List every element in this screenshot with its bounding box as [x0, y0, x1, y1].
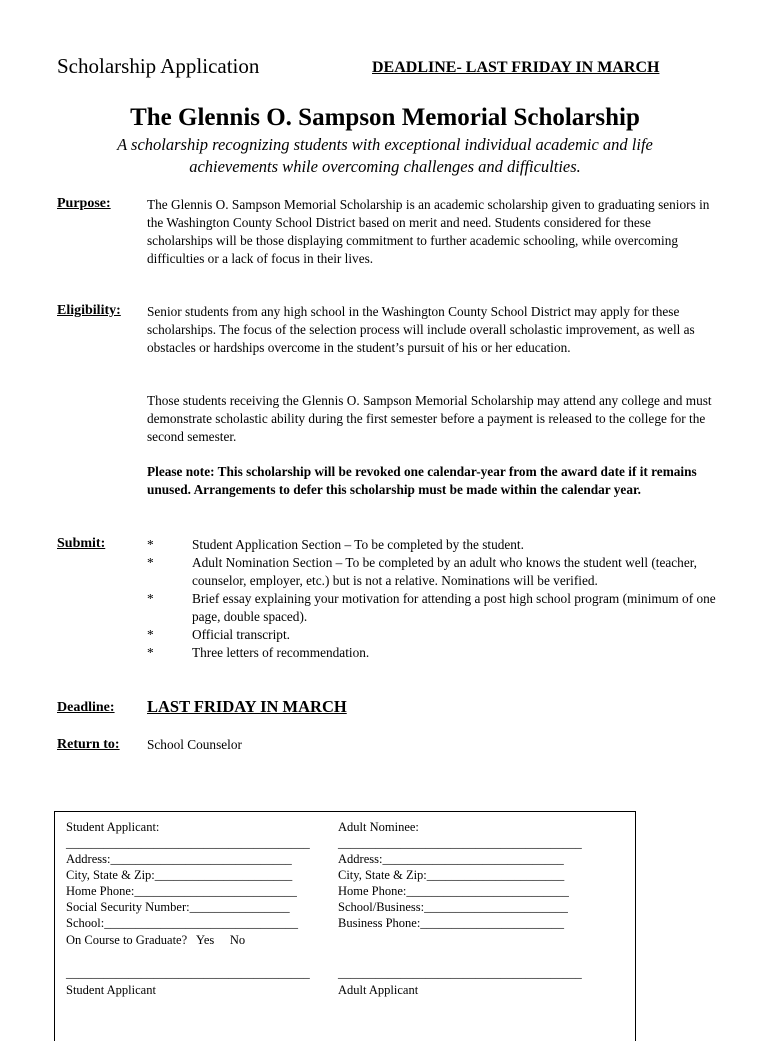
bullet: *: [147, 627, 154, 642]
adult-name-field[interactable]: _______________________________________: [338, 836, 582, 850]
form-type-heading: Scholarship Application: [57, 54, 260, 78]
adult-signature-line[interactable]: _______________________________________: [338, 966, 582, 980]
list-item: [147, 626, 717, 644]
list-item: [147, 590, 717, 626]
student-name-field[interactable]: _______________________________________: [66, 836, 310, 850]
list-item: [147, 644, 717, 662]
adult-school-business-field[interactable]: School/Business:_______________________: [338, 900, 568, 914]
adult-city-state-zip-field[interactable]: City, State & Zip:______________________: [338, 868, 565, 882]
list-item: [147, 536, 717, 554]
adult-nominee-heading: Adult Nominee:: [338, 820, 419, 834]
eligibility-paragraph-2: Those students receiving the Glennis O. Sampson Memorial Scholarship may attend any college and must demonstrate scholastic ability during the first semester before a payment is released to the college for the second semester.: [147, 393, 712, 444]
eligibility-label: Eligibility:: [57, 303, 121, 318]
student-ssn-field[interactable]: Social Security Number:________________: [66, 900, 290, 914]
list-item-text: Three letters of recommendation.: [192, 645, 370, 660]
page-subtitle: A scholarship recognizing students with exceptional individual academic and life achievements while overcoming challenges and difficulties.: [117, 135, 653, 176]
student-home-phone-field[interactable]: Home Phone:__________________________: [66, 884, 297, 898]
deadline-value: LAST FRIDAY IN MARCH: [147, 697, 347, 716]
bullet: *: [147, 555, 154, 570]
purpose-text: The Glennis O. Sampson Memorial Scholarship is an academic scholarship given to graduating seniors in the Washington County School District based on merit and need. Students considered for these scholarships will be those displaying commitment to further academic schooling, while overcoming difficulties or a lack of focus in their lives.: [147, 197, 710, 266]
student-city-state-zip-field[interactable]: City, State & Zip:______________________: [66, 868, 293, 882]
graduate-yes-no-choice[interactable]: On Course to Graduate? Yes No: [66, 933, 246, 947]
student-signature-line[interactable]: _______________________________________: [66, 966, 310, 980]
list-item-text: Brief essay explaining your motivation for attending a post high school program (minimum of one page, double spaced).: [192, 591, 716, 624]
adult-home-phone-field[interactable]: Home Phone:__________________________: [338, 884, 569, 898]
eligibility-note: Please note: This scholarship will be revoked one calendar-year from the award date if it remains unused. Arrangements to defer this scholarship must be made within the calendar year.: [147, 464, 697, 497]
student-school-field[interactable]: School:_______________________________: [66, 916, 298, 930]
list-item-text: Adult Nomination Section – To be completed by an adult who knows the student well (teacher, counselor, employer, etc.) but is not a relative. Nominations will be verified.: [192, 555, 697, 588]
deadline-label: Deadline:: [57, 700, 115, 715]
submit-label: Submit:: [57, 536, 106, 551]
purpose-label: Purpose:: [57, 196, 111, 211]
student-address-field[interactable]: Address:_____________________________: [66, 852, 292, 866]
student-applicant-heading: Student Applicant:: [66, 820, 160, 834]
submit-requirements-list: [147, 536, 717, 662]
bullet: *: [147, 537, 154, 552]
adult-signature-label: Adult Applicant: [338, 983, 419, 997]
page-title: The Glennis O. Sampson Memorial Scholarship: [130, 104, 640, 131]
return-to-label: Return to:: [57, 737, 120, 752]
list-item-text: Student Application Section – To be completed by the student.: [192, 537, 524, 552]
adult-business-phone-field[interactable]: Business Phone:_______________________: [338, 916, 565, 930]
list-item: [147, 554, 717, 590]
list-item-text: Official transcript.: [192, 627, 290, 642]
deadline-banner: DEADLINE- LAST FRIDAY IN MARCH: [372, 59, 660, 76]
bullet: *: [147, 645, 154, 660]
return-to-value: School Counselor: [147, 737, 242, 752]
adult-address-field[interactable]: Address:_____________________________: [338, 852, 564, 866]
bullet: *: [147, 591, 154, 606]
eligibility-paragraph-1: Senior students from any high school in the Washington County School District may apply for these scholarships. The focus of the selection process will include overall scholastic improvement, as well as obstacles or hardships overcome in the student’s pursuit of his or her education.: [147, 304, 695, 355]
student-signature-label: Student Applicant: [66, 983, 156, 997]
